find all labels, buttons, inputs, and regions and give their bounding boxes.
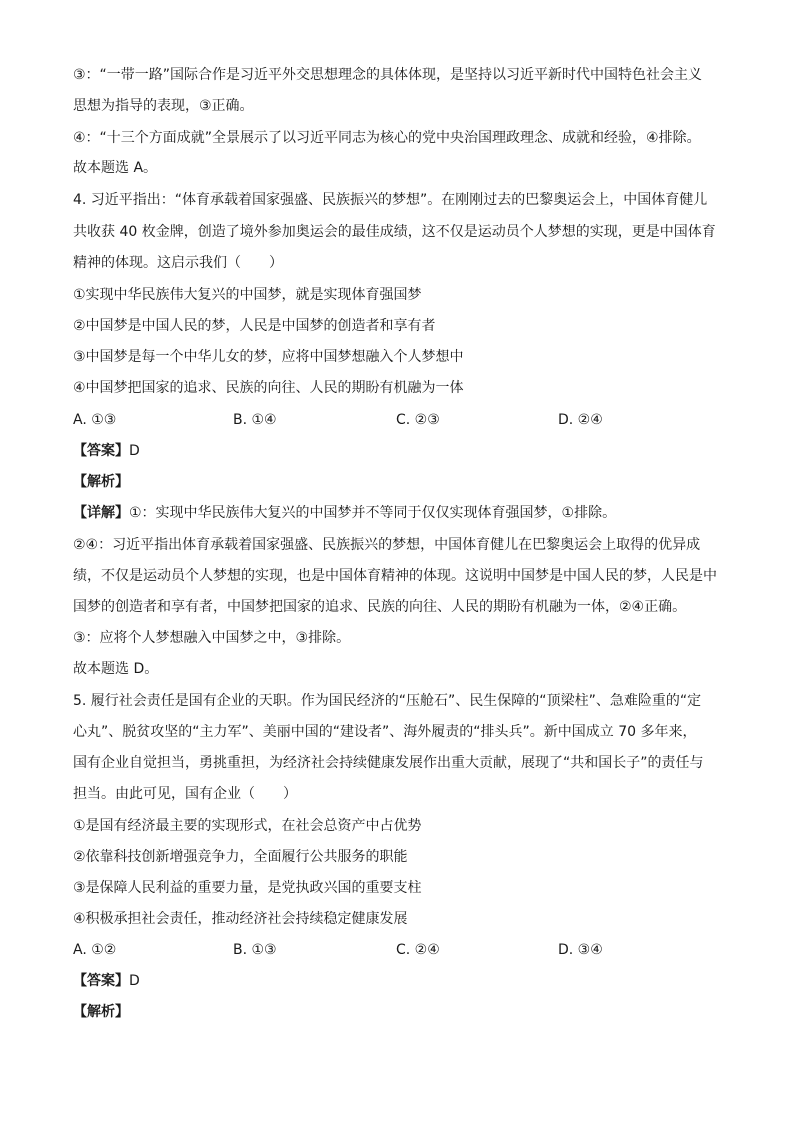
q5-stem-line2: 心丸”、脱贫攻坚的“主力军”、美丽中国的“建设者”、海外履责的“排头兵”。新中国成立 70 多年来， [73, 724, 697, 740]
q4-answer-value: D [129, 443, 140, 459]
q4-conclusion: 故本题选 D。 [73, 661, 159, 677]
q5-stem-line3: 国有企业自觉担当，勇挑重担，为经济社会持续健康发展作出重大贡献，展现了“共和国长子”的责任与 [73, 755, 704, 771]
q4-statement-1: ①实现中华民族伟大复兴的中国梦，就是实现体育强国梦 [73, 287, 422, 303]
q4-statement-2: ②中国梦是中国人民的梦，人民是中国梦的创造者和享有者 [73, 318, 436, 334]
q5-answer [73, 971, 140, 991]
q5-analysis-heading [73, 1002, 129, 1022]
q5-answer-label: 【答案】 [73, 973, 129, 989]
q5-option-c: C. ②④ [396, 942, 440, 958]
q4-detail-label: 【详解】 [73, 505, 129, 521]
q4-answer [73, 441, 140, 461]
q4-analysis-label: 【解析】 [73, 474, 129, 490]
q5-stem-line1: 5. 履行社会责任是国有企业的天职。作为国民经济的“压舱石”、民生保障的“顶梁柱”、急难险重的“定 [73, 693, 702, 709]
q4-option-b: B. ①④ [233, 412, 277, 428]
q5-analysis-label: 【解析】 [73, 1004, 129, 1020]
q3-item3-line2: 思想为指导的表现，③正确。 [73, 98, 254, 114]
q5-statement-3: ③是保障人民利益的重要力量，是党执政兴国的重要支柱 [73, 880, 422, 896]
q5-options [73, 940, 733, 960]
q4-detail-text: ①：实现中华民族伟大复兴的中国梦并不等同于仅仅实现体育强国梦，①排除。 [129, 505, 617, 521]
q4-options [73, 410, 733, 430]
q4-detail-line1 [73, 503, 616, 523]
q5-statement-4: ④积极承担社会责任，推动经济社会持续稳定健康发展 [73, 911, 408, 927]
q4-detail-line4: 国梦的创造者和享有者，中国梦把国家的追求、民族的向往、人民的期盼有机融为一体，②④正确。 [73, 599, 687, 615]
q4-stem-line3: 精神的体现。这启示我们（ ） [73, 255, 283, 271]
q4-option-a: A. ①③ [73, 412, 117, 428]
q4-stem-line1: 4. 习近平指出：“体育承载着国家强盛、民族振兴的梦想”。在刚刚过去的巴黎奥运会上，中国体育健儿 [73, 192, 708, 208]
q3-conclusion: 故本题选 A。 [73, 160, 158, 176]
q4-analysis-heading [73, 472, 129, 492]
q5-stem-line4: 担当。由此可见，国有企业（ ） [73, 786, 297, 802]
q4-detail-line3: 绩，不仅是运动员个人梦想的实现，也是中国体育精神的体现。这说明中国梦是中国人民的梦，人民是中 [73, 568, 717, 584]
q5-statement-2: ②依靠科技创新增强竞争力，全面履行公共服务的职能 [73, 849, 408, 865]
q4-detail-line2: ②④：习近平指出体育承载着国家强盛、民族振兴的梦想，中国体育健儿在巴黎奥运会上取得的优异成 [73, 537, 701, 553]
q5-option-a: A. ①② [73, 942, 117, 958]
q5-option-d: D. ③④ [558, 942, 603, 958]
q4-detail-line5: ③：应将个人梦想融入中国梦之中，③排除。 [73, 630, 351, 646]
q3-item3-line1: ③：“一带一路”国际合作是习近平外交思想理念的具体体现，是坚持以习近平新时代中国特色社会主义 [73, 67, 703, 83]
q5-statement-1: ①是国有经济最主要的实现形式，在社会总资产中占优势 [73, 818, 422, 834]
q3-item4: ④：“十三个方面成就”全景展示了以习近平同志为核心的党中央治国理政理念、成就和经验，④排除。 [73, 130, 701, 146]
q4-statement-3: ③中国梦是每一个中华儿女的梦，应将中国梦想融入个人梦想中 [73, 349, 464, 365]
q4-option-c: C. ②③ [396, 412, 440, 428]
q4-stem-line2: 共收获 40 枚金牌，创造了境外参加奥运会的最佳成绩，这不仅是运动员个人梦想的实现，更是中国体育 [73, 224, 716, 240]
q5-option-b: B. ①③ [233, 942, 277, 958]
q4-option-d: D. ②④ [558, 412, 603, 428]
q4-statement-4: ④中国梦把国家的追求、民族的向往、人民的期盼有机融为一体 [73, 380, 464, 396]
q5-answer-value: D [129, 973, 140, 989]
q4-answer-label: 【答案】 [73, 443, 129, 459]
